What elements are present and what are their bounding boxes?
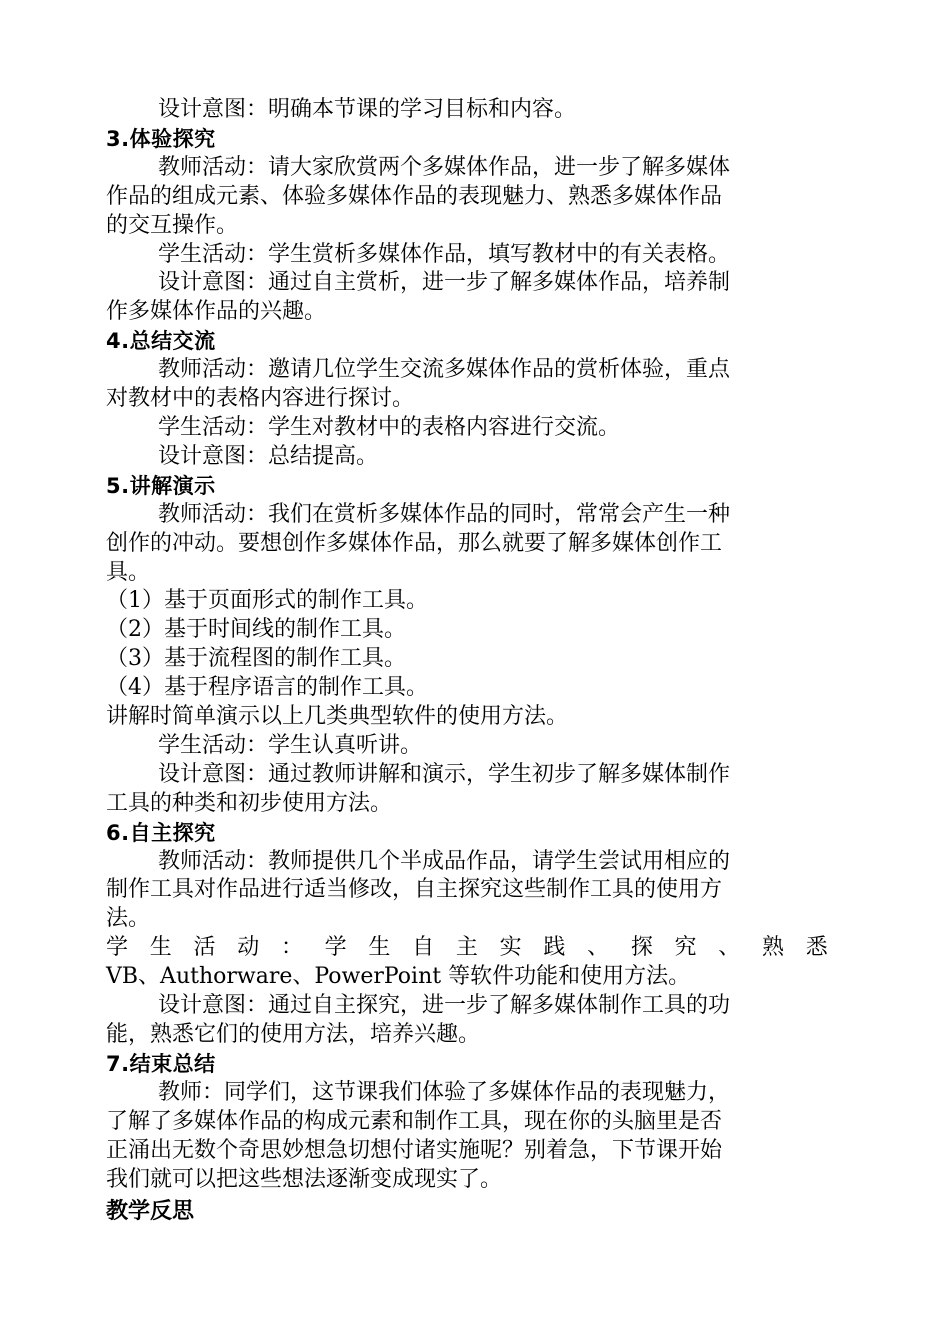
- section-heading-closing-summary: 7.结束总结: [106, 1051, 216, 1076]
- spread-char: 生: [149, 935, 172, 961]
- spread-char: 主: [455, 935, 478, 961]
- section-heading-summary-exchange: 4.总结交流: [106, 329, 216, 354]
- paragraph-continuation-line: 正涌出无数个奇思妙想急切想付诸实施呢？别着急，下节课开始: [106, 1137, 723, 1163]
- paragraph-continuation-line: 创作的冲动。要想创作多媒体作品，那么就要了解多媒体创作工: [106, 530, 723, 556]
- spread-char: 动: [237, 935, 260, 961]
- paragraph-continuation-line: 作多媒体作品的兴趣。: [106, 299, 327, 325]
- spread-char: 熟: [762, 935, 785, 961]
- paragraph-teacher-activity-line: 教师活动：请大家欣赏两个多媒体作品，进一步了解多媒体: [158, 154, 731, 180]
- spread-char: 探: [630, 935, 653, 961]
- section-heading-explain-demo: 5.讲解演示: [106, 473, 216, 498]
- spread-char: 、: [587, 935, 610, 961]
- section-heading-self-explore: 6.自主探究: [106, 820, 216, 845]
- paragraph-continuation-line: 具。: [106, 559, 151, 585]
- spread-char: 学: [106, 935, 129, 961]
- paragraph-continuation-line: 对教材中的表格内容进行探讨。: [106, 386, 415, 412]
- list-item: （4）基于程序语言的制作工具。: [106, 675, 428, 701]
- spread-char: 实: [499, 935, 522, 961]
- paragraph-teacher-activity-line: 教师活动：我们在赏析多媒体作品的同时，常常会产生一种: [158, 501, 731, 527]
- spread-char: 生: [368, 935, 391, 961]
- section-heading-teaching-reflection: 教学反思: [106, 1199, 195, 1225]
- paragraph-teacher-activity-line: 教师活动：教师提供几个半成品作品，请学生尝试用相应的: [158, 848, 731, 874]
- list-item: （3）基于流程图的制作工具。: [106, 646, 406, 672]
- spread-char: 活: [193, 935, 216, 961]
- spread-char: 、: [718, 935, 741, 961]
- paragraph-student-activity-spread-line: [106, 934, 828, 963]
- spread-char: 学: [324, 935, 347, 961]
- list-item: （1）基于页面形式的制作工具。: [106, 588, 428, 614]
- document-page: [106, 96, 828, 1227]
- paragraph-continuation-line: 的交互操作。: [106, 212, 239, 238]
- paragraph-design-intent-goals: 设计意图：明确本节课的学习目标和内容。: [158, 97, 577, 122]
- paragraph-continuation-line: 了解了多媒体作品的构成元素和制作工具，现在你的头脑里是否: [106, 1108, 723, 1134]
- paragraph-continuation-line: 工具的种类和初步使用方法。: [106, 790, 393, 816]
- paragraph-continuation-line: VB、Authorware、PowerPoint 等软件功能和使用方法。: [106, 964, 691, 990]
- paragraph-student-activity-line: 学生活动：学生对教材中的表格内容进行交流。: [158, 414, 621, 440]
- spread-char: 悉: [805, 935, 828, 961]
- section-heading-experience-explore: 3.体验探究: [106, 126, 216, 151]
- paragraph-demo-note: 讲解时简单演示以上几类典型软件的使用方法。: [106, 704, 569, 730]
- paragraph-continuation-line: 制作工具对作品进行适当修改，自主探究这些制作工具的使用方: [106, 877, 723, 903]
- spread-char: 践: [543, 935, 566, 961]
- paragraph-teacher-activity-line: 教师活动：邀请几位学生交流多媒体作品的赏析体验，重点: [158, 357, 731, 383]
- paragraph-continuation-line: 能，熟悉它们的使用方法，培养兴趣。: [106, 1022, 481, 1047]
- paragraph-design-intent-line: 设计意图：通过自主赏析，进一步了解多媒体作品，培养制: [158, 270, 731, 296]
- paragraph-student-activity-line: 学生活动：学生赏析多媒体作品，填写教材中的有关表格。: [158, 241, 731, 267]
- paragraph-design-intent-line: 设计意图：通过自主探究，进一步了解多媒体制作工具的功: [158, 993, 731, 1019]
- paragraph-continuation-line: 法。: [106, 906, 151, 932]
- list-item: （2）基于时间线的制作工具。: [106, 617, 406, 643]
- paragraph-teacher-line: 教师：同学们，这节课我们体验了多媒体作品的表现魅力，: [158, 1079, 731, 1105]
- paragraph-continuation-line: 我们就可以把这些想法逐渐变成现实了。: [106, 1166, 503, 1192]
- spread-char: 自: [412, 935, 435, 961]
- paragraph-design-intent-line: 设计意图：总结提高。: [158, 443, 379, 469]
- spread-char: ：: [280, 935, 303, 961]
- spread-char: 究: [674, 935, 697, 961]
- paragraph-continuation-line: 作品的组成元素、体验多媒体作品的表现魅力、熟悉多媒体作品: [106, 183, 723, 209]
- paragraph-design-intent-line: 设计意图：通过教师讲解和演示，学生初步了解多媒体制作: [158, 761, 731, 787]
- paragraph-student-activity-line: 学生活动：学生认真听讲。: [158, 732, 423, 758]
